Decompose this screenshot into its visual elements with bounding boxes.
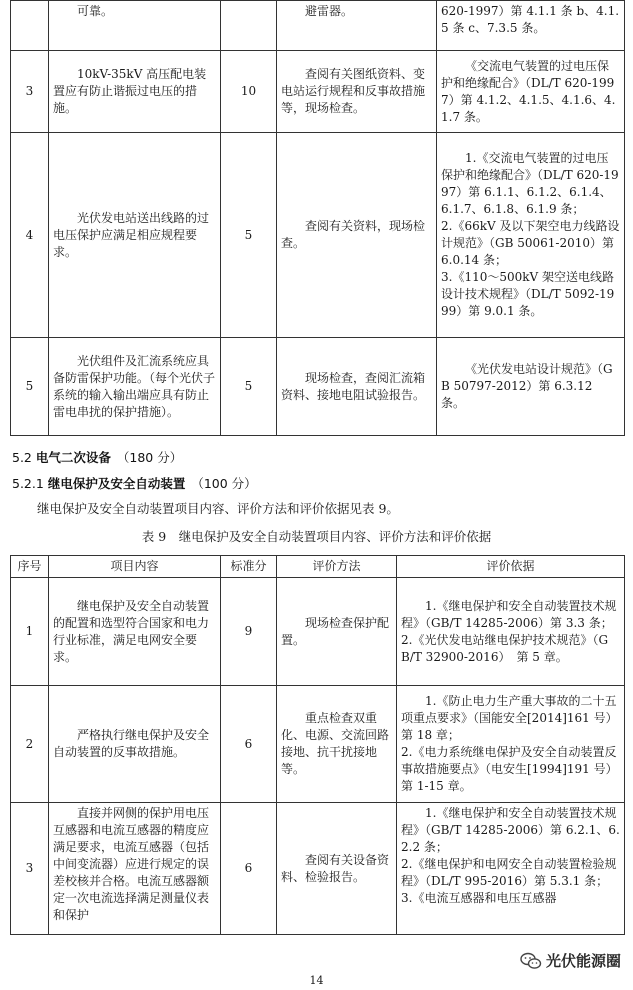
evaluation-method: 避雷器。 (277, 1, 437, 51)
section-number: 5.2.1 (12, 476, 44, 491)
table-row (11, 51, 625, 133)
table-caption: 表 9 继电保护及安全自动装置项目内容、评价方法和评价依据 (141, 529, 492, 544)
table-row (11, 338, 625, 436)
evaluation-method: 现场检查，查阅汇流箱资料、接地电阻试验报告。 (277, 338, 437, 436)
section-title: 电气二次设备 (35, 450, 111, 465)
standard-score (221, 1, 277, 51)
basis-text: 1.《继电保护和安全自动装置技术规程》（GB/T 14285-2006）第 6.2.1、6.2.2 条； 2.《继电保护和电网安全自动装置检验规程》（DL/T 995-2016）第 5.3.1 条； 3.《电流互感器和电压互感器 (401, 806, 620, 905)
table-header-row (11, 556, 625, 578)
evaluation-method: 现场检查保护配置。 (277, 578, 397, 686)
section-score: （180 分） (116, 450, 183, 465)
item-content: 光伏组件及汇流系统应具备防雷保护功能。（每个光伏子系统的输入输出端应具有防止雷电串扰的保护措施）。 (49, 338, 221, 436)
table-row (11, 133, 625, 338)
evaluation-method: 重点检查双重化、电源、交流回路接地、抗干扰接地等。 (277, 686, 397, 803)
page-number: 14 (309, 974, 324, 987)
item-content: 光伏发电站送出线路的过电压保护应满足相应规程要求。 (49, 133, 221, 338)
evaluation-basis (437, 133, 625, 338)
item-content: 继电保护及安全自动装置的配置和选型符合国家和电力行业标准，满足电网安全要求。 (49, 578, 221, 686)
item-content: 可靠。 (49, 1, 221, 51)
standard-score: 5 (221, 133, 277, 338)
evaluation-basis: 620-1997）第 4.1.1 条 b、4.1.5 条 c、7.3.5 条。 (437, 1, 625, 51)
evaluation-method: 查阅有关设备资料、检验报告。 (277, 803, 397, 935)
basis-text: 1.《防止电力生产重大事故的二十五项重点要求》（国能安全[2014]161 号）第 18 章； 2.《电力系统继电保护及安全自动装置反事故措施要点》（电安生[1994]191 号）第 1-15 章。 (401, 694, 618, 793)
evaluation-table-continued (10, 0, 625, 436)
watermark-text: 光伏能源圈 (545, 952, 621, 970)
intro-paragraph: 继电保护及安全自动装置项目内容、评价方法和评价依据见表 9。 (37, 501, 399, 516)
header-no: 序号 (11, 556, 49, 578)
evaluation-basis (397, 803, 625, 935)
standard-score: 9 (221, 578, 277, 686)
row-number: 1 (11, 578, 49, 686)
section-heading-5-2 (12, 448, 182, 466)
basis-text: 1.《继电保护和安全自动装置技术规程》（GB/T 14285-2006）第 3.3 条； 2.《光伏发电站继电保护技术规范》（GB/T 32900-2016） 第 5 章。 (401, 598, 617, 664)
table-9 (10, 555, 625, 935)
section-heading-5-2-1 (12, 474, 257, 492)
evaluation-method: 查阅有关资料，现场检查。 (277, 133, 437, 338)
evaluation-method: 查阅有关图纸资料、变电站运行规程和反事故措施等，现场检查。 (277, 51, 437, 133)
row-number (11, 1, 49, 51)
basis-text: 1.《交流电气装置的过电压保护和绝缘配合》（DL/T 620-1997）第 6.1.1、6.1.2、6.1.4、6.1.7、6.1.8、6.1.9 条； 2.《66kV 及以下架空电力线路设计规范》（GB 50061-2010）第 6.0.14 条； 3.《110～500kV 架空送电线路设计技术规程》（DL/T 5092-1999）第 9.0.1 条。 (441, 151, 620, 318)
watermark (520, 950, 621, 971)
item-content: 严格执行继电保护及安全自动装置的反事故措施。 (49, 686, 221, 803)
standard-score: 6 (221, 803, 277, 935)
standard-score: 10 (221, 51, 277, 133)
evaluation-basis: 《光伏发电站设计规范》（GB 50797-2012）第 6.3.12 条。 (437, 338, 625, 436)
table-row (11, 578, 625, 686)
header-content: 项目内容 (49, 556, 221, 578)
evaluation-basis: 《交流电气装置的过电压保护和绝缘配合》（DL/T 620-1997）第 4.1.2、4.1.5、4.1.6、4.1.7 条。 (437, 51, 625, 133)
row-number: 4 (11, 133, 49, 338)
section-score: （100 分） (191, 476, 257, 491)
table-row (11, 1, 625, 51)
section-number: 5.2 (12, 450, 32, 465)
table-row (11, 803, 625, 935)
header-method: 评价方法 (277, 556, 397, 578)
wechat-icon (520, 952, 542, 970)
header-basis: 评价依据 (397, 556, 625, 578)
row-number: 3 (11, 803, 49, 935)
section-title: 继电保护及安全自动装置 (47, 476, 186, 491)
item-content: 直接并网侧的保护用电压互感器和电流互感器的精度应满足要求，电流互感器（包括中间变流器）应进行规定的误差校核并合格。电流互感器额定一次电流选择满足测量仪表和保护 (49, 803, 221, 935)
standard-score: 5 (221, 338, 277, 436)
standard-score: 6 (221, 686, 277, 803)
header-score: 标准分 (221, 556, 277, 578)
row-number: 5 (11, 338, 49, 436)
item-content: 10kV-35kV 高压配电装置应有防止谐振过电压的措施。 (49, 51, 221, 133)
evaluation-basis (397, 686, 625, 803)
evaluation-basis (397, 578, 625, 686)
row-number: 3 (11, 51, 49, 133)
row-number: 2 (11, 686, 49, 803)
table-row (11, 686, 625, 803)
